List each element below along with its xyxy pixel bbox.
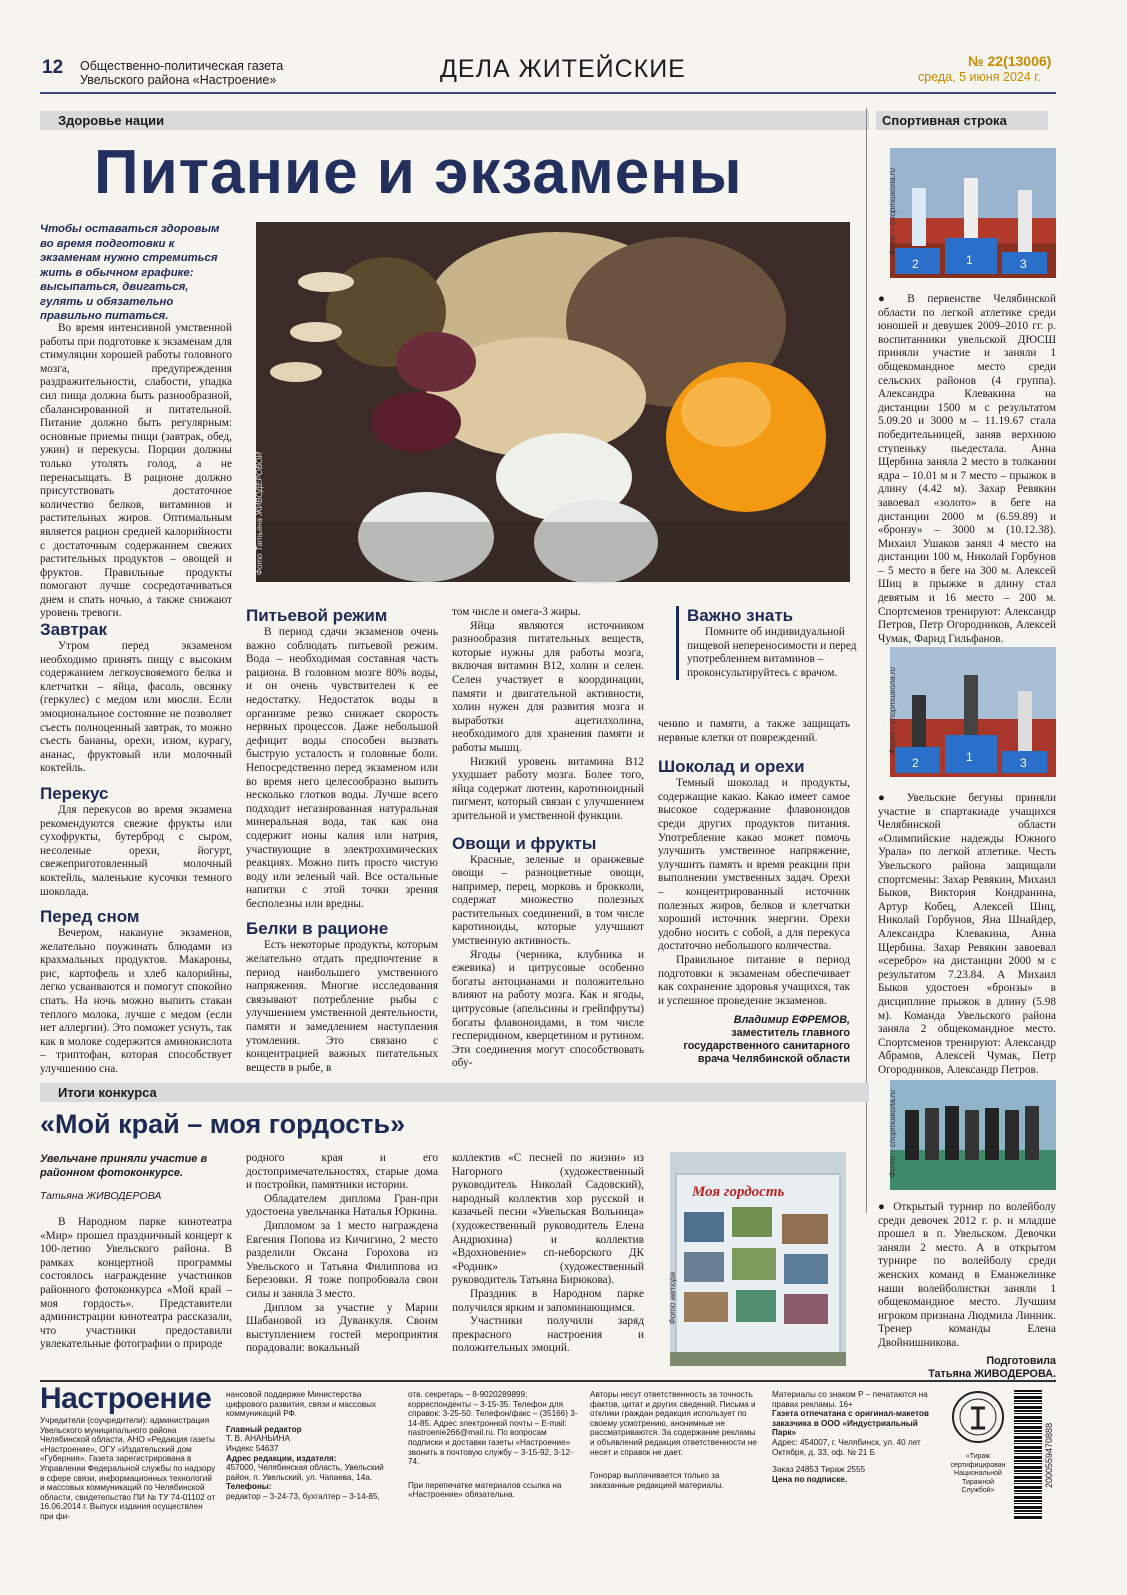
article-lead: Чтобы оставаться здоровым во время подготовки к экзаменам нужно стремиться жить в обычном графике: высыпаться, двигаться, гулять и обязательно правильно питаться.: [40, 223, 220, 322]
footer-fee: Гонорар выплачивается только за заказанные редакцией материалы.: [590, 1471, 724, 1490]
veg-text-2: Ягоды (черника, клубника и ежевика) и цитрусовые особенно богаты антоцианами и положительно влияют на работу мозга. Как и ягоды, цитрусовые (апельсины и грейпфруты) богаты флавоноидами, в том числе гесперидином, кверцетином и рутином. Эти соединения могут способствовать обу-: [452, 948, 644, 1070]
page-number: 12: [42, 57, 64, 78]
veg-block: [452, 854, 644, 1072]
heading-protein: Белки в рационе: [246, 919, 389, 939]
col3-b12: Низкий уровень витамина В12 ухудшает работу мозга. Более того, яйца содержат лютеин, каротиноидный пигмент, который связан с улучшением зрительной и умственной функции.: [452, 755, 644, 822]
snack-text: Для перекусов во время экзамена рекомендуются свежие фрукты или сухофрукты, бутерброд с сыром, несоленые орехи, йогурт, свежеприготовленный молочный коктейль, маленькие кусочки темного шоколада.: [40, 803, 232, 898]
sport-item-1-body: В первенстве Челябинской области по легкой атлетике среди юношей и девушек 2009–2010 гг. р. воспитанники увельской ДЮСШ приняли участие и заняли 1 общекомандное место среди сельских районов (4 группа). Александра Клевакина на дистанции 1500 м с результатом 5.09.20 и 3000 м – 11.19.67 стала победительницей, заняв верхнюю ступеньку пьедестала. Анна Щербина заняла 2 место в толкании ядра – 10.01 м и 7 место – прыжок в длину (4.42 м). Захар Ревякин завоевал «золото» в беге на дистанции 2000 м (6.59.89) и «бронзу» – 3000 м (10.12.38). Михаил Ушаков занял 4 место на дистанции 100 м, Николай Горбунов – 5 место в беге на 300 м. Алексей Шиц в прыжке в длину стал девятым и 16 место – 200 м. Спортсменов тренируют: Александр Петров, Петр Огородников, Алексей Чумак, Фарид Гильфанов.: [878, 293, 1056, 645]
col4-cont-block: [658, 718, 850, 745]
contest-col2-winners: Дипломом за 1 место награждена Евгения Попова из Кичигино, 2 место разделили Оксана Горохова из Увельского и Татьяна Филиппова из Березовки. Я тоже попробовала свои силы и заняла 3 место.: [246, 1219, 438, 1300]
sport-item-2-body: Увельские бегуны приняли участие в спартакиаде учащихся Челябинской области «Олимпийские надежды Южного Урала» по легкой атлетике. Честь Увельского района защищали спортсмены: Захар Ревякин, Михаил Быков, Виктория Кондранина, Артур Кобец, Алексей Шиц, Николай Горбунов, Яна Шнайдер, Александра Клевакина, Анна Щербина. Захар Ревякин завоевал «серебро» на дистанции 2000 м с результатом 7.23.84. А Михаил Быков удостоен «бронзы» в дисциплине прыжок в длину (5.98 м). Команда Увельского района заняла 2 общекомандное место. Спортсменов тренируют: Александр Абрамов, Алексей Чумак, Петр Огородников, Александр Петров.: [878, 792, 1056, 1076]
contest-col1-text: В Народном парке кинотеатра «Мир» прошел праздничный концерт к 100-летию Увельского района. В рамках концертной программы состоялось награждение участников районного фотоконкурса «Мой край – моя гордость». Представители администрации кинотеатра рассказали, что участники предоставили увлекательные фотографии о природе: [40, 1216, 232, 1351]
heading-breakfast: Завтрак: [40, 620, 108, 639]
prepared-name: Татьяна ЖИВОДЕРОВА.: [928, 1367, 1056, 1380]
contest-col-1: [40, 1152, 232, 1352]
food-photo-credit: Фото Татьяна ЖИВОДЕРОВОЙ: [255, 452, 264, 576]
contest-col-3: [452, 1152, 644, 1356]
snack-block: [40, 804, 232, 899]
important-text: Помните об индивидуальной пищевой непереносимости и перед употреблением витаминов – проконсультируйтесь с врачом.: [687, 626, 857, 679]
heading-drink: Питьевой режим: [246, 606, 388, 625]
drink-text: В период сдачи экзаменов очень важно соблюдать питьевой режим. Вода – необходимая составная часть рациона. В головном мозге 80% воды, и он очень чувствителен к ее недостатку. Недостаток воды в организме резко снижает скорость нервных процессов. Даже небольшой дефицит воды способен вызвать быструю усталость и головные боли. Непосредственно перед экзаменом или во время него целесообразно выпить несколько глотков воды. Лучше всего подходит негазированная натуральная минеральная вода, так как она содержит ионы калия или натрия, участвующие в электрохимических реакциях. Можно пить просто чистую воду или зеленый чай. Все остальные напитки с этой точки зрения бесполезны или вредны.: [246, 626, 438, 910]
column-2: [246, 606, 438, 1075]
board-title: Моя гордость: [692, 1184, 785, 1200]
footer-print: Газета отпечатана с оригинал-макетов заказчика в ООО «Индустриальный Парк»: [772, 1409, 929, 1438]
drink-block: [246, 626, 438, 911]
contest-col-2: [246, 1152, 438, 1356]
col3-top: том числе и омега-3 жиры.: [452, 606, 581, 618]
col4-cont: чению и памяти, а также защищать нервные клетки от повреждений.: [658, 718, 850, 744]
important-block: [687, 626, 857, 680]
heading-chocolate: Шоколад и орехи: [658, 757, 805, 777]
contest-col2-grandprix: Обладателем диплома Гран-при удостоена увельчанка Наталья Юркина.: [246, 1192, 438, 1219]
footer-col-2: [226, 1390, 396, 1502]
podium-3b: 3: [1020, 756, 1027, 770]
issue-number: № 22(13006): [968, 53, 1052, 69]
footer-print-address: Адрес: 454007, г. Челябинск, ул. 40 лет Октября, д. 33, оф. № 21 Б: [772, 1437, 921, 1457]
podium-2: 2: [912, 257, 919, 271]
sport-photo-3: [890, 1080, 1056, 1190]
article-intro: [40, 322, 232, 621]
sport-photo-1: [890, 148, 1056, 278]
barcode: [1014, 1390, 1056, 1520]
contest-photo-credit: Фото автора: [668, 1272, 677, 1325]
contest-col2-text: родного края и его достопримечательностях, старые дома и постройки, памятники истории.: [246, 1152, 438, 1192]
header-rule: [40, 92, 1056, 94]
contest-col1-block: [40, 1216, 232, 1352]
sport-item-3-body: Открытый турнир по волейболу среди девочек 2012 г. р. и младше прошел в п. Увельском. Девочки заняли 2 место. А в открытом турнире по волейболу среди женских команд в Еманжелинке наши волейболистки заняли 1 общекомандное место. Лучшим игроком признана Людмила Линник. Тренер команды Елена Двойнишникова.: [878, 1201, 1057, 1349]
important-box: [676, 606, 857, 680]
sport-photo-1-credit: Фото – спортшкола.ru: [888, 168, 897, 256]
podium-illustration-1: [890, 148, 1056, 278]
podium-illustration-2: [890, 647, 1056, 777]
vertical-divider: [866, 108, 867, 1213]
author-block: [658, 1014, 850, 1066]
footer-order: Заказ 24853 Тираж 2555: [772, 1465, 866, 1475]
footer-price: Цена по подписке.: [772, 1474, 848, 1484]
bullet-icon: ●: [878, 1201, 894, 1213]
index-text: Индекс 54637: [226, 1443, 279, 1453]
podium-3: 3: [1020, 257, 1027, 271]
choc-block: [658, 777, 850, 1008]
contest-col2-participation: Диплом за участие у Марии Шабановой из Дуванкуля. Своим выступлением гостей мероприятия порадовали: вокальный: [246, 1301, 438, 1355]
footer-founders: Учредители (соучредители): администрация Увельского муниципального района Челябинской области, АНО «Редакция газеты «Настроение», ОГУ «Издательский дом «Губерния». Газета зарегистрирована в Управлении Федеральной службы по надзору в сфере связи, информационных технологий и массовых коммуникаций по Челябинской области, свидетельство ПИ № ТУ 74-01102 от 16.06.2014 г. Выпуск издания осуществлен при фи-: [40, 1416, 216, 1521]
sleep-block: [40, 927, 232, 1077]
editor-label: Главный редактор: [226, 1424, 302, 1434]
article-title: Питание и экзамены: [94, 138, 743, 207]
footer-ads: Материалы со знаком Р – печатаются на правах рекламы. 16+: [772, 1390, 928, 1409]
food-illustration: [256, 222, 850, 582]
bullet-icon: ●: [878, 293, 908, 305]
author-role: заместитель главного государственного санитарного врача Челябинской области: [683, 1027, 850, 1066]
sport-item-3-text: [878, 1201, 1056, 1351]
heading-veg: Овощи и фрукты: [452, 833, 597, 853]
certification-stamp: [948, 1390, 1008, 1496]
sport-photo-2: [890, 647, 1056, 777]
footer-disclaimer: Авторы несут ответственность за точность фактов, цитат и других сведений. Письма и отклики граждан редакция использует по своему усмотрению, анонимные не рассматриваются. За содержание рекламы и объявлений редакция ответственности не несет и справок не дает.: [590, 1390, 757, 1457]
footer-reprint: При перепечатке материалов ссылка на «Настроение» обязательна.: [408, 1480, 562, 1500]
footer-col-5: [772, 1390, 942, 1484]
sport-item-2-text: [878, 792, 1056, 1077]
contest-photo: [670, 1152, 846, 1366]
contest-byline: Татьяна ЖИВОДЕРОВА: [40, 1190, 162, 1202]
editor-name: Т. В. АНАНЬИНА: [226, 1434, 291, 1444]
rubric-contest: Итоги конкурса: [40, 1083, 869, 1102]
barcode-bars: [1014, 1390, 1042, 1520]
rubric-sport: Спортивная строка: [876, 111, 1048, 130]
volleyball-illustration: [890, 1080, 1056, 1190]
phones-label: Телефоны:: [226, 1482, 272, 1492]
prepared-block: [878, 1355, 1056, 1381]
contest-title: «Мой край – моя гордость»: [40, 1109, 406, 1139]
column-1: [40, 620, 232, 1077]
heading-snack: Перекус: [40, 783, 109, 803]
sport-item-1-text: [878, 293, 1056, 646]
protein-text: Есть некоторые продукты, которым желательно отдать предпочтение в период наибольшего умственного напряжения. Многие исследования связывают потребление рыбы с улучшением умственной деятельности, памяти и замедлением наступления утомления. Это связано с концентрацией важных питательных веществ в рыбе, в: [246, 939, 438, 1074]
contest-col3-participants: Участники получили заряд прекрасного настроения и положительных эмоций.: [452, 1315, 644, 1355]
contest-col3-holiday: Праздник в Народном парке получился ярким и запоминающимся.: [452, 1287, 644, 1314]
phones-text: редактор – 3-24-73, бухгалтер – 3-14-85,: [226, 1491, 380, 1501]
footer-contacts: отв. секретарь – 8-9020289899; корреспонденты – 3-15-35. Телефон для справок: 3-25-50. Телефон/факс – (35166) 3-14-85. Адрес электронной почты – E-mail: nastroenie266@mail.ru. По вопросам подписки и доставки газеты «Настроение» звонить в почтовую службу – 3-15-92, 3-12-74.: [408, 1390, 578, 1467]
podium-1: 1: [966, 253, 973, 267]
prepared-label: Подготовила: [986, 1354, 1056, 1367]
choc-text: Темный шоколад и продукты, содержащие какао. Какао имеет самое высокое содержание флавоноидов среди других продуктов питания. Употребление какао может помочь улучшить умственное напряжение, улучшить память и время реакции при выполнении умственных задач. Орехи – концентрированный источник полезных жиров, белков и клетчатки хороший источник энергии. Орехи удобно носить с собой, а для перекуса достаточно небольшого количества.: [658, 777, 850, 953]
col3-eggs: Яйца являются источником разнообразия питательных веществ, которые нужны для работы мозга, включая витамин В12, холин и селен. Селен участвует в координации, памяти и двигательной активности, холин нужен для развития мозга и выработки ацетилхолина, необходимого для хранения памяти и работы мышц.: [452, 619, 644, 754]
podium-1b: 1: [966, 750, 973, 764]
food-photo: [256, 222, 850, 582]
sport-item-1: [878, 293, 1056, 666]
editor-block: [226, 1425, 396, 1502]
intro-paragraph: Во время интенсивной умственной работы при подготовке к экзаменам для стимуляции хорошей работы головного мозга, предупреждения раздражительности, слабости, упадка сил пища должна быть разнообразной, сбалансированной и питательной. Питание должно быть регулярным: основные приемы пищи (завтрак, обед, ужин) и перекусы. Порции должны только утолять голод, а не перенасыщать. В рационе должно присутствовать достаточное количество белков, витаминов и растительных жиров. Оптимальным является рацион средней калорийности с достаточным содержанием свежих растительных продуктов – овощей и фруктов. Правильные продукты помогают лучше сосредотачиваться днем и спать ночью, а также снижают уровень тревоги.: [40, 322, 232, 620]
sport-photo-3-credit: Фото – спортшкола.ru: [888, 1090, 897, 1178]
author-name: Владимир ЕФРЕМОВ,: [733, 1014, 850, 1027]
stamp-icon: [951, 1390, 1005, 1444]
footer-logo: Настроение: [40, 1382, 212, 1415]
sport-photo-2-credit: Фото – спортшкола.ru: [888, 667, 897, 755]
exhibition-board-illustration: [670, 1152, 846, 1366]
footer-support: нансовой поддержке Министерства цифрового развития, связи и массовых коммуникаций РФ.: [226, 1390, 377, 1419]
bullet-icon: ●: [878, 792, 907, 804]
footer-col-4: [590, 1390, 758, 1490]
contest-col3-text: коллектив «С песней по жизни» из Нагорного (художественный руководитель Николай Садовский), народный коллектив хор русской и казачьей песни «Увельская Вольница» (художественный руководитель Елена Андрюхина) и коллектив «Вдохновение» сп-неборского ДК «Родник» (художественный руководитель Татьяна Бирюкова).: [452, 1152, 644, 1287]
address-text: 457000, Челябинская область, Увельский район, п. Увельский, ул. Чапаева, 14а.: [226, 1463, 384, 1482]
issue-date: среда, 5 июня 2024 г.: [918, 70, 1041, 84]
contest-lead: Увельчане приняли участие в районном фотоконкурсе.: [40, 1153, 208, 1179]
rubric-health: Здоровье нации: [40, 111, 869, 130]
protein-block: [246, 939, 438, 1075]
sleep-text: Вечером, накануне экзаменов, желательно поужинать блюдами из крахмальных продуктов. Макароны, рис, картофель и хлеб калорийны, легко усваиваются и помогут спокойно спать. На ночь можно выпить стакан теплого молока, лучше с медом (если нет аллергии). Это поможет уснуть, так как в молоке содержится аминокислота – триптофан, которая способствует улучшению сна.: [40, 927, 232, 1076]
stamp-text: «Тираж сертифицирован Национальной Тиражной Службой»: [950, 1453, 1006, 1494]
heading-sleep: Перед сном: [40, 907, 140, 927]
breakfast-block: [40, 640, 232, 776]
paper-name-line1: Общественно-политическая газета: [80, 59, 284, 73]
sport-item-3: [878, 1201, 1056, 1381]
podium-2b: 2: [912, 756, 919, 770]
footer-col-3: [408, 1390, 578, 1500]
column-4: [658, 718, 850, 1066]
breakfast-text: Утром перед экзаменом необходимо принять пищу с высоким содержанием легкоусвояемого белка и клетчатки – яйца, фасоль, овсянку (геркулес) с медом или мюсли. Если эмоциональное состояние не позволяет съесть полноценный завтрак, то можно съесть бананы, орехи, изюм, курагу, ананас, фруктовый или молочный коктейль.: [40, 640, 232, 775]
veg-text: Красные, зеленые и оранжевые овощи – разноцветные овощи, например, перец, морковь и брокколи, содержат множество полезных растительных соединений, в том числе каротиноиды, которые улучшают умственную активность.: [452, 853, 644, 948]
section-title: ДЕЛА ЖИТЕЙСКИЕ: [440, 55, 686, 83]
col3-block: [452, 606, 644, 824]
barcode-number: 2000559470888: [1044, 1422, 1054, 1488]
heading-important: Важно знать: [687, 606, 794, 625]
address-label: Адрес редакции, издателя:: [226, 1453, 337, 1463]
sport-item-2: [878, 792, 1056, 1097]
column-3: [452, 606, 644, 1071]
paper-name-line2: Увельского района «Настроение»: [80, 73, 277, 87]
choc-text-2: Правильное питание в период подготовки к экзаменам обеспечивает как сохранение здоровья учащихся, так и успешное проведение экзаменов.: [658, 953, 850, 1007]
paper-name: [80, 59, 283, 87]
